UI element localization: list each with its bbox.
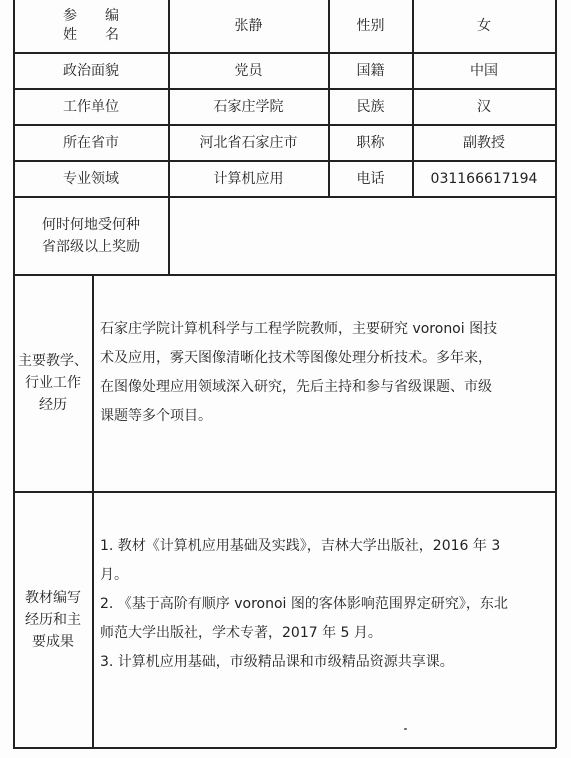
scan-speck — [404, 728, 407, 730]
field-label: 专业领域 — [63, 170, 119, 187]
awards-value — [169, 197, 555, 274]
publication-line: 1. 教材《计算机应用基础及实践》，吉林大学出版社，2016 年 3 — [100, 538, 501, 554]
experience-line: 术及应用，雾天图像清晰化技术等图像处理分析技术。多年来， — [100, 350, 492, 366]
field-value: 计算机应用 — [213, 170, 284, 187]
row-line — [13, 274, 556, 276]
table-right-border — [555, 0, 557, 748]
awards-label-line1: 何时何地受何种 — [42, 216, 140, 233]
publications-text — [100, 532, 550, 677]
nationality-value: 中国 — [470, 62, 498, 79]
experience-label-line2: 行业工作 — [25, 375, 81, 391]
publications-label-line2: 经历和主 — [25, 611, 81, 628]
experience-line: 在图像处理应用领域深入研究，先后主持和参与省级课题、市级 — [100, 379, 492, 395]
name-label — [14, 0, 168, 52]
awards-label-line2: 省部级以上奖励 — [42, 238, 140, 255]
name-label-line2: 姓 名 — [63, 27, 119, 43]
experience-line: 课题等多个项目。 — [100, 408, 212, 424]
experience-label-line1: 主要教学、 — [18, 353, 88, 369]
publications-label-line1: 教材编写 — [25, 589, 81, 606]
political-label: 政治面貌 — [63, 62, 119, 79]
province-value: 河北省石家庄市 — [199, 134, 298, 151]
experience-text — [100, 315, 550, 431]
workplace-label: 工作单位 — [63, 98, 119, 115]
name-value: 张静 — [234, 18, 263, 34]
publication-line: 月。 — [100, 567, 128, 583]
ethnicity-value: 汉 — [477, 98, 491, 115]
publications-label — [14, 492, 92, 747]
name-label-line1: 参 编 — [63, 8, 119, 24]
publication-line: 2. 《基于高阶有顺序 voronoi 图的客体影响范围界定研究》，东北 — [100, 596, 508, 612]
publications-label-line3: 要成果 — [32, 633, 74, 650]
publication-line: 3. 计算机应用基础，市级精品课和市级精品资源共享课。 — [100, 654, 454, 670]
political-value: 党员 — [234, 62, 263, 79]
gender-label: 性别 — [356, 18, 385, 34]
ethnicity-label: 民族 — [356, 98, 385, 115]
table-bottom-border — [13, 747, 556, 749]
publication-line: 师范大学出版社，学术专著，2017 年 5 月。 — [100, 625, 382, 641]
title-value: 副教授 — [463, 134, 505, 151]
experience-line: 石家庄学院计算机科学与工程学院教师，主要研究 voronoi 图技 — [100, 321, 498, 337]
phone-label: 电话 — [356, 170, 385, 187]
col-line — [92, 274, 94, 748]
experience-label — [14, 275, 92, 491]
row-line — [13, 491, 556, 493]
province-label: 所在省市 — [63, 134, 119, 151]
gender-value: 女 — [477, 18, 491, 34]
experience-label-line3: 经历 — [39, 397, 67, 413]
nationality-label: 国籍 — [356, 62, 385, 79]
title-label: 职称 — [356, 134, 385, 151]
workplace-value: 石家庄学院 — [213, 98, 284, 115]
awards-label — [14, 197, 168, 274]
phone-value: 031166617194 — [430, 170, 538, 187]
